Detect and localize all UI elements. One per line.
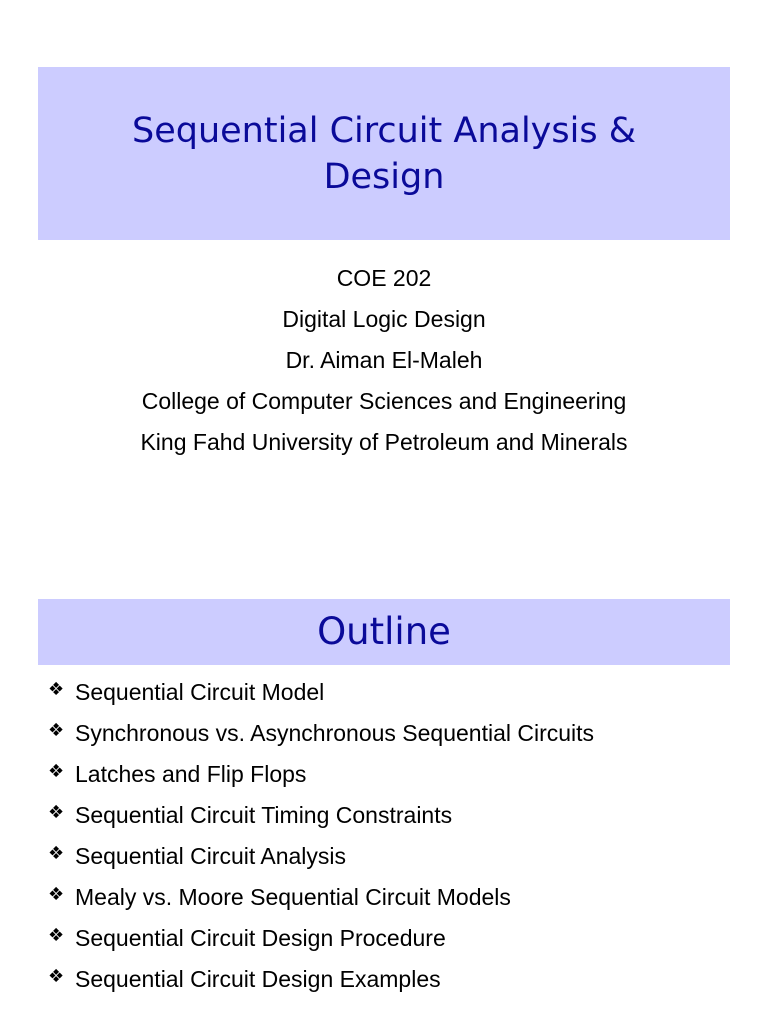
instructor-name: Dr. Aiman El-Maleh — [285, 347, 483, 373]
list-item — [48, 877, 748, 918]
diamond-bullet-icon: ❖ — [48, 884, 65, 905]
list-item — [48, 959, 748, 1000]
diamond-bullet-icon: ❖ — [48, 966, 65, 987]
diamond-bullet-icon: ❖ — [48, 720, 65, 741]
list-item-text: Sequential Circuit Design Procedure — [75, 925, 446, 951]
diamond-bullet-icon: ❖ — [48, 679, 65, 700]
diamond-bullet-icon: ❖ — [48, 761, 65, 782]
diamond-bullet-icon: ❖ — [48, 925, 65, 946]
list-item-text: Sequential Circuit Model — [75, 679, 325, 705]
list-item — [48, 795, 748, 836]
diamond-bullet-icon: ❖ — [48, 843, 65, 864]
list-item-text: Latches and Flip Flops — [75, 761, 307, 787]
list-item-text: Mealy vs. Moore Sequential Circuit Models — [75, 884, 511, 910]
course-name: Digital Logic Design — [282, 306, 486, 332]
university-name: King Fahd University of Petroleum and Minerals — [140, 429, 628, 455]
outline-title: Outline — [317, 610, 451, 653]
list-item-text: Synchronous vs. Asynchronous Sequential Circuits — [75, 720, 595, 746]
list-item — [48, 672, 748, 713]
course-code: COE 202 — [336, 265, 432, 291]
list-item — [48, 836, 748, 877]
diamond-bullet-icon: ❖ — [48, 802, 65, 823]
outline-banner — [38, 599, 730, 665]
title-banner — [38, 67, 730, 240]
list-item — [48, 713, 748, 754]
list-item-text: Sequential Circuit Design Examples — [75, 966, 441, 992]
outline-list — [48, 672, 748, 1000]
slide-title: Sequential Circuit Analysis & Design — [131, 110, 636, 197]
list-item — [48, 918, 748, 959]
subtitle-block — [0, 258, 768, 463]
list-item — [48, 754, 748, 795]
list-item-text: Sequential Circuit Analysis — [75, 843, 347, 869]
outline-slide — [0, 560, 768, 1024]
list-item-text: Sequential Circuit Timing Constraints — [75, 802, 453, 828]
college-name: College of Computer Sciences and Engineering — [141, 388, 627, 414]
